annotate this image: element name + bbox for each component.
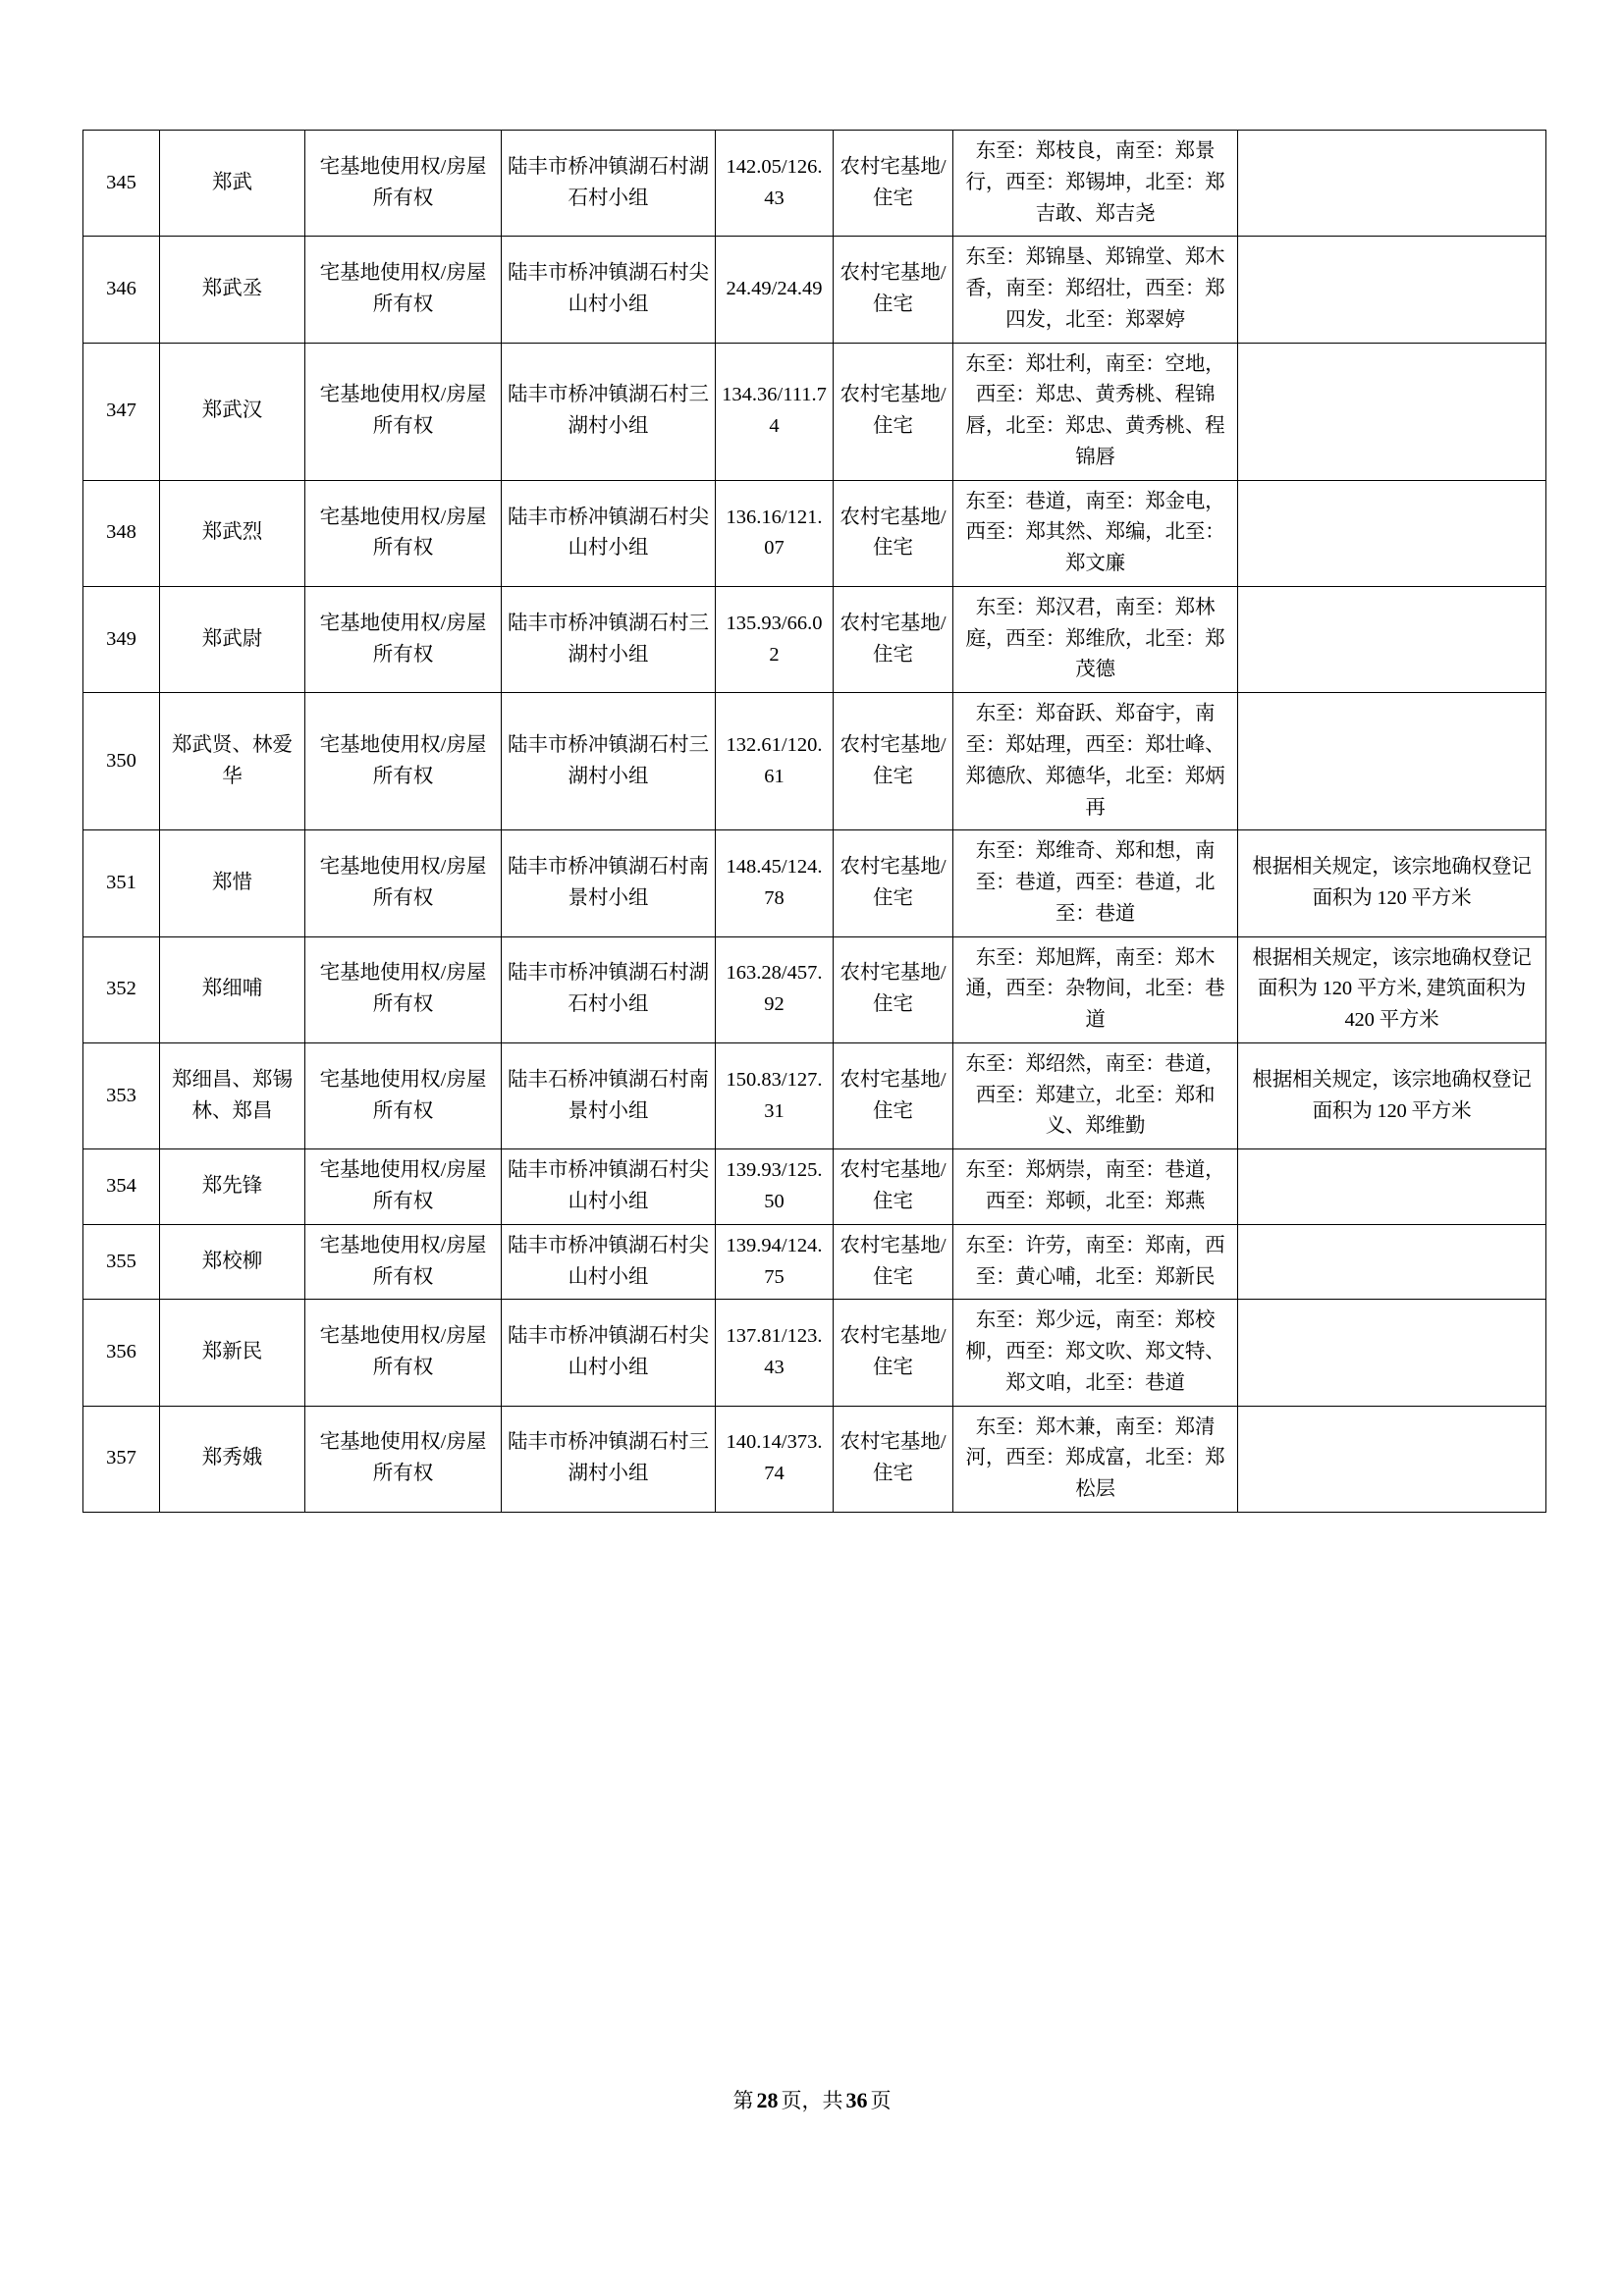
- row-remark: [1238, 1300, 1546, 1406]
- row-land-use: 农村宅基地/住宅: [834, 936, 953, 1042]
- row-remark: [1238, 237, 1546, 343]
- table-row: [83, 1042, 1546, 1148]
- row-land-use: 农村宅基地/住宅: [834, 830, 953, 936]
- row-boundary: 东至：郑锦垦、郑锦堂、郑木香，南至：郑绍壮，西至：郑四发，北至：郑翠婷: [953, 237, 1238, 343]
- row-land-use: 农村宅基地/住宅: [834, 1406, 953, 1512]
- row-remark: 根据相关规定，该宗地确权登记面积为 120 平方米: [1238, 830, 1546, 936]
- row-index: 348: [83, 480, 160, 586]
- row-boundary: 东至：郑木兼，南至：郑清河，西至：郑成富，北至：郑松层: [953, 1406, 1238, 1512]
- footer-prefix: 第: [732, 2089, 754, 2112]
- row-owner-name: 郑新民: [160, 1300, 305, 1406]
- row-location: 陆丰市桥冲镇湖石村尖山村小组: [502, 1300, 716, 1406]
- table-row: [83, 1406, 1546, 1512]
- row-owner-name: 郑武丞: [160, 237, 305, 343]
- row-land-use: 农村宅基地/住宅: [834, 343, 953, 480]
- row-boundary: 东至：郑枝良，南至：郑景行，西至：郑锡坤，北至：郑吉敢、郑吉尧: [953, 131, 1238, 237]
- row-land-use: 农村宅基地/住宅: [834, 131, 953, 237]
- row-owner-name: 郑武贤、林爱华: [160, 693, 305, 830]
- row-right-type: 宅基地使用权/房屋所有权: [305, 1224, 502, 1300]
- row-owner-name: 郑细哺: [160, 936, 305, 1042]
- row-boundary: 东至：巷道，南至：郑金电，西至：郑其然、郑编，北至：郑文廉: [953, 480, 1238, 586]
- row-index: 352: [83, 936, 160, 1042]
- row-location: 陆丰石桥冲镇湖石村南景村小组: [502, 1042, 716, 1148]
- row-owner-name: 郑武尉: [160, 586, 305, 692]
- row-area: 132.61/120.61: [716, 693, 834, 830]
- row-land-use: 农村宅基地/住宅: [834, 1042, 953, 1148]
- row-area: 139.93/125.50: [716, 1149, 834, 1225]
- page-footer: [0, 2085, 1624, 2114]
- row-index: 347: [83, 343, 160, 480]
- row-right-type: 宅基地使用权/房屋所有权: [305, 343, 502, 480]
- table-row: [83, 936, 1546, 1042]
- row-area: 134.36/111.74: [716, 343, 834, 480]
- row-index: 355: [83, 1224, 160, 1300]
- row-area: 137.81/123.43: [716, 1300, 834, 1406]
- row-index: 356: [83, 1300, 160, 1406]
- row-remark: [1238, 131, 1546, 237]
- row-owner-name: 郑武: [160, 131, 305, 237]
- row-remark: [1238, 1224, 1546, 1300]
- row-location: 陆丰市桥冲镇湖石村三湖村小组: [502, 586, 716, 692]
- row-boundary: 东至：郑炳崇，南至：巷道，西至：郑顿，北至：郑燕: [953, 1149, 1238, 1225]
- row-location: 陆丰市桥冲镇湖石村尖山村小组: [502, 480, 716, 586]
- footer-middle: 页，共: [781, 2089, 843, 2112]
- row-owner-name: 郑先锋: [160, 1149, 305, 1225]
- row-remark: 根据相关规定，该宗地确权登记面积为 120 平方米, 建筑面积为 420 平方米: [1238, 936, 1546, 1042]
- row-location: 陆丰市桥冲镇湖石村尖山村小组: [502, 1149, 716, 1225]
- row-area: 140.14/373.74: [716, 1406, 834, 1512]
- row-remark: [1238, 693, 1546, 830]
- row-remark: 根据相关规定，该宗地确权登记面积为 120 平方米: [1238, 1042, 1546, 1148]
- row-remark: [1238, 343, 1546, 480]
- table-row: [83, 237, 1546, 343]
- row-location: 陆丰市桥冲镇湖石村三湖村小组: [502, 693, 716, 830]
- table-body: [83, 131, 1546, 1513]
- row-land-use: 农村宅基地/住宅: [834, 1149, 953, 1225]
- row-land-use: 农村宅基地/住宅: [834, 1300, 953, 1406]
- footer-current-page: 28: [756, 2088, 779, 2112]
- row-location: 陆丰市桥冲镇湖石村尖山村小组: [502, 237, 716, 343]
- row-owner-name: 郑秀娥: [160, 1406, 305, 1512]
- row-location: 陆丰市桥冲镇湖石村尖山村小组: [502, 1224, 716, 1300]
- row-boundary: 东至：郑奋跃、郑奋宇，南至：郑姑理，西至：郑壮峰、郑德欣、郑德华，北至：郑炳再: [953, 693, 1238, 830]
- row-right-type: 宅基地使用权/房屋所有权: [305, 237, 502, 343]
- row-boundary: 东至：郑壮利，南至：空地，西至：郑忠、黄秀桃、程锦唇，北至：郑忠、黄秀桃、程锦唇: [953, 343, 1238, 480]
- row-index: 346: [83, 237, 160, 343]
- row-location: 陆丰市桥冲镇湖石村湖石村小组: [502, 131, 716, 237]
- row-land-use: 农村宅基地/住宅: [834, 237, 953, 343]
- table-row: [83, 586, 1546, 692]
- row-right-type: 宅基地使用权/房屋所有权: [305, 693, 502, 830]
- row-right-type: 宅基地使用权/房屋所有权: [305, 131, 502, 237]
- table-row: [83, 1149, 1546, 1225]
- table-row: [83, 480, 1546, 586]
- row-index: 345: [83, 131, 160, 237]
- row-right-type: 宅基地使用权/房屋所有权: [305, 1406, 502, 1512]
- row-index: 350: [83, 693, 160, 830]
- row-owner-name: 郑惜: [160, 830, 305, 936]
- row-boundary: 东至：许劳，南至：郑南，西至：黄心哺，北至：郑新民: [953, 1224, 1238, 1300]
- row-right-type: 宅基地使用权/房屋所有权: [305, 1300, 502, 1406]
- row-area: 135.93/66.02: [716, 586, 834, 692]
- row-owner-name: 郑武汉: [160, 343, 305, 480]
- row-right-type: 宅基地使用权/房屋所有权: [305, 480, 502, 586]
- registration-table: [82, 130, 1546, 1513]
- row-location: 陆丰市桥冲镇湖石村南景村小组: [502, 830, 716, 936]
- row-remark: [1238, 586, 1546, 692]
- row-index: 357: [83, 1406, 160, 1512]
- row-remark: [1238, 1406, 1546, 1512]
- row-index: 349: [83, 586, 160, 692]
- row-land-use: 农村宅基地/住宅: [834, 586, 953, 692]
- row-index: 354: [83, 1149, 160, 1225]
- row-land-use: 农村宅基地/住宅: [834, 1224, 953, 1300]
- footer-suffix: 页: [870, 2089, 892, 2112]
- table-row: [83, 693, 1546, 830]
- table-row: [83, 343, 1546, 480]
- table-row: [83, 131, 1546, 237]
- row-right-type: 宅基地使用权/房屋所有权: [305, 830, 502, 936]
- row-boundary: 东至：郑少远，南至：郑校柳，西至：郑文吹、郑文特、郑文咱，北至：巷道: [953, 1300, 1238, 1406]
- row-right-type: 宅基地使用权/房屋所有权: [305, 1042, 502, 1148]
- row-area: 163.28/457.92: [716, 936, 834, 1042]
- row-remark: [1238, 480, 1546, 586]
- row-right-type: 宅基地使用权/房屋所有权: [305, 936, 502, 1042]
- row-location: 陆丰市桥冲镇湖石村三湖村小组: [502, 343, 716, 480]
- row-owner-name: 郑武烈: [160, 480, 305, 586]
- row-boundary: 东至：郑维奇、郑和想，南至：巷道，西至：巷道，北至：巷道: [953, 830, 1238, 936]
- row-location: 陆丰市桥冲镇湖石村三湖村小组: [502, 1406, 716, 1512]
- row-right-type: 宅基地使用权/房屋所有权: [305, 586, 502, 692]
- row-area: 139.94/124.75: [716, 1224, 834, 1300]
- table-row: [83, 1224, 1546, 1300]
- row-index: 351: [83, 830, 160, 936]
- row-boundary: 东至：郑绍然，南至：巷道，西至：郑建立，北至：郑和义、郑维勤: [953, 1042, 1238, 1148]
- row-area: 136.16/121.07: [716, 480, 834, 586]
- row-owner-name: 郑校柳: [160, 1224, 305, 1300]
- footer-total-pages: 36: [845, 2088, 868, 2112]
- row-boundary: 东至：郑旭辉，南至：郑木通，西至：杂物间，北至：巷道: [953, 936, 1238, 1042]
- row-owner-name: 郑细昌、郑锡林、郑昌: [160, 1042, 305, 1148]
- row-index: 353: [83, 1042, 160, 1148]
- row-right-type: 宅基地使用权/房屋所有权: [305, 1149, 502, 1225]
- table-row: [83, 1300, 1546, 1406]
- row-remark: [1238, 1149, 1546, 1225]
- table-row: [83, 830, 1546, 936]
- row-area: 148.45/124.78: [716, 830, 834, 936]
- row-boundary: 东至：郑汉君，南至：郑林庭，西至：郑维欣，北至：郑茂德: [953, 586, 1238, 692]
- row-location: 陆丰市桥冲镇湖石村湖石村小组: [502, 936, 716, 1042]
- row-area: 150.83/127.31: [716, 1042, 834, 1148]
- row-area: 142.05/126.43: [716, 131, 834, 237]
- row-land-use: 农村宅基地/住宅: [834, 693, 953, 830]
- row-area: 24.49/24.49: [716, 237, 834, 343]
- row-land-use: 农村宅基地/住宅: [834, 480, 953, 586]
